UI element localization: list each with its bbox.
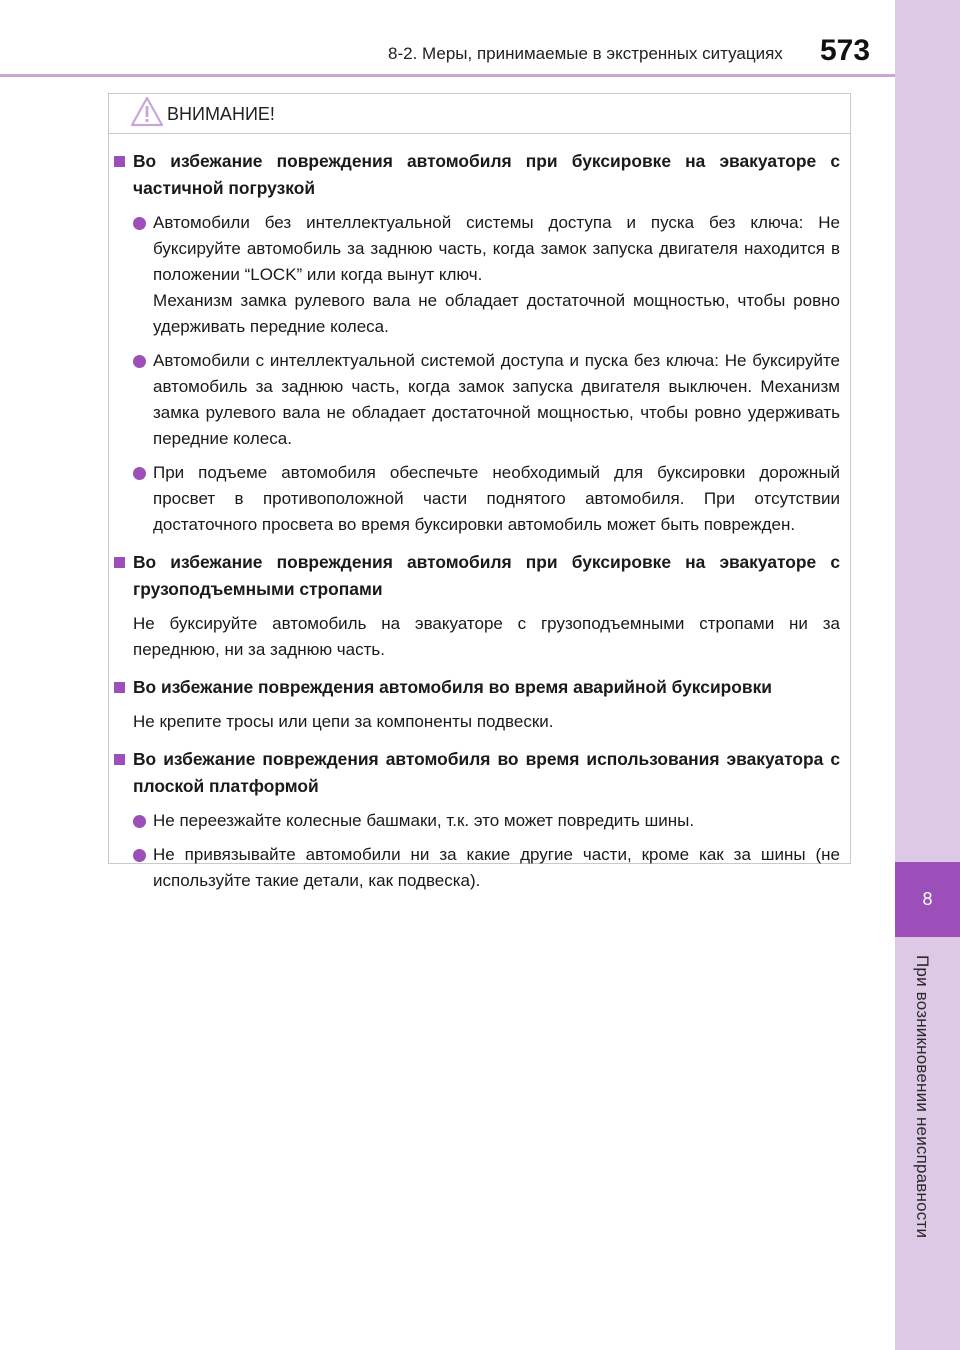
section-heading (109, 549, 850, 603)
warning-triangle-icon (130, 96, 164, 133)
square-bullet-icon (114, 557, 125, 568)
circle-bullet-icon (133, 217, 146, 230)
section-heading (109, 148, 850, 202)
chapter-number: 8 (922, 889, 933, 909)
list-item-text: Автомобили с интеллектуальной системой доступа и пуска без ключа: Не буксируйте автомобиль за заднюю часть, когда замок запуска двигателя выключен. Механизм замка рулевого вала не обладает достаточной мощностью, чтобы ровно удерживать передние колеса. (153, 351, 840, 448)
section-heading-text: Во избежание повреждения автомобиля во время использования эвакуатора с плоской платформой (133, 749, 840, 796)
section-heading (109, 746, 850, 800)
list-item (109, 808, 850, 834)
list-item-text: Не привязывайте автомобили ни за какие другие части, кроме как за шины (не используйте такие детали, как подвеска). (153, 845, 840, 890)
section-heading-text: Во избежание повреждения автомобиля во время аварийной буксировки (133, 677, 772, 697)
warning-header (109, 94, 850, 134)
list-item (109, 348, 850, 452)
warning-title: ВНИМАНИЕ! (167, 104, 275, 124)
section-heading-text: Во избежание повреждения автомобиля при буксировке на эвакуаторе с частичной погрузкой (133, 151, 840, 198)
square-bullet-icon (114, 754, 125, 765)
section-paragraph: Не буксируйте автомобиль на эвакуаторе с грузоподъемными стропами ни за переднюю, ни за заднюю часть. (133, 614, 840, 659)
circle-bullet-icon (133, 849, 146, 862)
square-bullet-icon (114, 682, 125, 693)
warning-section (109, 674, 850, 735)
section-heading-text: Во избежание повреждения автомобиля при буксировке на эвакуаторе с грузоподъемными стропами (133, 552, 840, 599)
list-item-text: Автомобили без интеллектуальной системы доступа и пуска без ключа: Не буксируйте автомобиль за заднюю часть, когда замок запуска двигателя находится в положении “LOCK” или когда вынут ключ. (153, 213, 840, 284)
circle-bullet-icon (133, 355, 146, 368)
list-item (109, 842, 850, 894)
chapter-tab[interactable] (895, 862, 960, 937)
section-heading (109, 674, 850, 701)
warning-section (109, 746, 850, 894)
list-item (109, 210, 850, 340)
list-item (109, 460, 850, 538)
warning-section (109, 549, 850, 663)
list-item-text: Не переезжайте колесные башмаки, т.к. это может повредить шины. (153, 811, 695, 830)
warning-box (108, 93, 851, 890)
chapter-title: При возникновении неисправности (913, 955, 932, 1239)
circle-bullet-icon (133, 815, 146, 828)
warning-body (109, 148, 850, 905)
square-bullet-icon (114, 156, 125, 167)
warning-section (109, 148, 850, 538)
section-title: 8-2. Меры, принимаемые в экстренных ситуациях (388, 44, 783, 63)
page-number: 573 (820, 34, 871, 67)
circle-bullet-icon (133, 467, 146, 480)
section-paragraph: Не крепите тросы или цепи за компоненты подвески. (133, 712, 554, 731)
header-rule (0, 74, 895, 77)
list-item-text: При подъеме автомобиля обеспечьте необходимый для буксировки дорожный просвет в противоположной части поднятого автомобиля. При отсутствии достаточного просвета во время буксировки автомобиль может быть поврежден. (153, 463, 840, 534)
list-item-note: Механизм замка рулевого вала не обладает достаточной мощностью, чтобы ровно удерживать передние колеса. (153, 291, 840, 336)
